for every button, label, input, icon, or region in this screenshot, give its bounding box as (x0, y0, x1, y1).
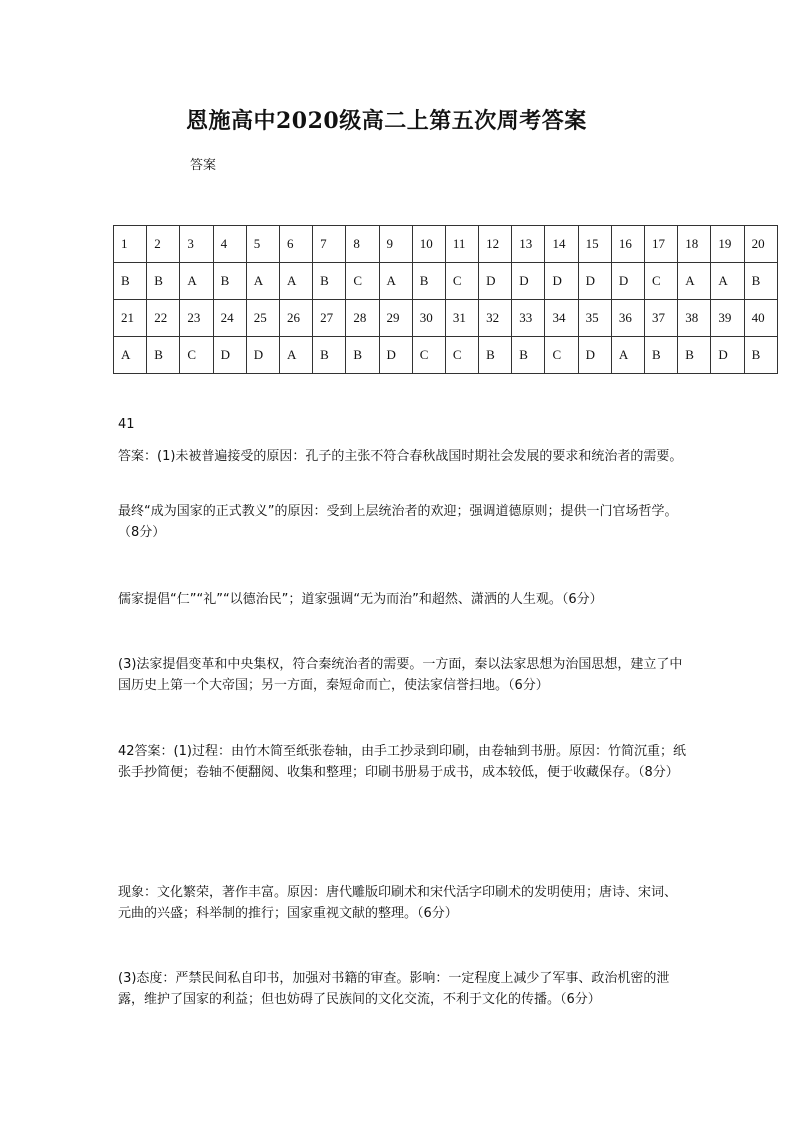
question-number-cell: 21 (114, 300, 147, 337)
answer-cell: D (545, 263, 578, 300)
q41-answer-4: (3)法家提倡变革和中央集权，符合秦统治者的需要。一方面，秦以法家思想为治国思想，建立了中国历史上第一个大帝国；另一方面，秦短命而亡，使法家信誉扫地。（6分） (118, 657, 683, 693)
question-number-cell: 4 (213, 226, 246, 263)
q41-answer-1: 答案：(1)未被普遍接受的原因：孔子的主张不符合春秋战国时期社会发展的要求和统治者的需要。 (118, 449, 683, 464)
answer-cell: B (744, 337, 777, 374)
question-number-cell: 23 (180, 300, 213, 337)
answer-row (114, 263, 778, 300)
question-number-cell: 5 (246, 226, 279, 263)
answer-cell: C (445, 263, 478, 300)
question-number-cell: 24 (213, 300, 246, 337)
q41-answer-3: 儒家提倡“仁”“礼”“以德治民”；道家强调“无为而治”和超然、潇洒的人生观。（6分） (118, 592, 603, 607)
answer-cell: A (279, 263, 312, 300)
question-number-cell: 15 (578, 226, 611, 263)
question-number-cell: 18 (678, 226, 711, 263)
question-number-cell: 1 (114, 226, 147, 263)
question-number-cell: 38 (678, 300, 711, 337)
answer-cell: A (678, 263, 711, 300)
question-number-cell: 9 (379, 226, 412, 263)
answer-cell: D (512, 263, 545, 300)
answer-cell: A (611, 337, 644, 374)
answer-cell: C (346, 263, 379, 300)
question-number-cell: 2 (147, 226, 180, 263)
question-number-cell: 13 (512, 226, 545, 263)
question-number-cell: 22 (147, 300, 180, 337)
page-title: 恩施高中2020级高二上第五次周考答案 (186, 108, 587, 134)
subtitle: 答案 (190, 158, 217, 173)
question-number-row (114, 226, 778, 263)
question-number-cell: 12 (479, 226, 512, 263)
question-number-cell: 31 (445, 300, 478, 337)
answer-table (113, 225, 778, 374)
question-number-cell: 39 (711, 300, 744, 337)
question-number-cell: 10 (412, 226, 445, 263)
answer-cell: D (213, 337, 246, 374)
question-number-cell: 35 (578, 300, 611, 337)
answer-cell: B (412, 263, 445, 300)
answer-cell: D (578, 337, 611, 374)
answer-cell: D (711, 337, 744, 374)
answer-cell: B (512, 337, 545, 374)
answer-cell: A (711, 263, 744, 300)
question-number-cell: 8 (346, 226, 379, 263)
question-number-cell: 14 (545, 226, 578, 263)
question-number-cell: 34 (545, 300, 578, 337)
question-number-cell: 29 (379, 300, 412, 337)
answer-cell: D (479, 263, 512, 300)
question-number-cell: 20 (744, 226, 777, 263)
answer-cell: B (213, 263, 246, 300)
answer-cell: A (180, 263, 213, 300)
question-number-cell: 27 (313, 300, 346, 337)
question-number-cell: 26 (279, 300, 312, 337)
answer-cell: A (279, 337, 312, 374)
question-number-cell: 11 (445, 226, 478, 263)
question-number-cell: 32 (479, 300, 512, 337)
question-number-cell: 28 (346, 300, 379, 337)
q42-answer-1: 42答案：(1)过程：由竹木简至纸张卷轴，由手工抄录到印刷，由卷轴到书册。原因：竹简沉重；纸张手抄简便；卷轴不便翻阅、收集和整理；印刷书册易于成书，成本较低，便于收藏保存。（8分） (118, 744, 686, 780)
answer-cell: A (379, 263, 412, 300)
answer-cell: D (379, 337, 412, 374)
answer-cell: B (346, 337, 379, 374)
answer-cell: D (246, 337, 279, 374)
answer-cell: C (445, 337, 478, 374)
answer-cell: A (114, 337, 147, 374)
answer-cell: B (479, 337, 512, 374)
question-number-cell: 30 (412, 300, 445, 337)
answer-row (114, 337, 778, 374)
answer-cell: B (313, 337, 346, 374)
answer-cell: B (147, 337, 180, 374)
q41-number: 41 (118, 417, 135, 432)
question-number-cell: 7 (313, 226, 346, 263)
question-number-cell: 19 (711, 226, 744, 263)
answer-cell: B (313, 263, 346, 300)
answer-cell: A (246, 263, 279, 300)
q41-answer-2: 最终“成为国家的正式教义”的原因：受到上层统治者的欢迎；强调道德原则；提供一门官场哲学。（8分） (118, 504, 678, 540)
answer-cell: C (180, 337, 213, 374)
question-number-cell: 17 (645, 226, 678, 263)
answer-cell: C (412, 337, 445, 374)
question-number-row (114, 300, 778, 337)
answer-cell: B (678, 337, 711, 374)
question-number-cell: 16 (611, 226, 644, 263)
question-number-cell: 40 (744, 300, 777, 337)
answer-cell: C (545, 337, 578, 374)
answer-cell: B (114, 263, 147, 300)
answer-cell: D (578, 263, 611, 300)
answer-cell: D (611, 263, 644, 300)
question-number-cell: 3 (180, 226, 213, 263)
answer-cell: B (645, 337, 678, 374)
answer-cell: B (147, 263, 180, 300)
answer-cell: C (645, 263, 678, 300)
q42-answer-2: 现象：文化繁荣，著作丰富。原因：唐代雕版印刷术和宋代活字印刷术的发明使用；唐诗、宋词、元曲的兴盛；科举制的推行；国家重视文献的整理。（6分） (118, 885, 678, 921)
question-number-cell: 6 (279, 226, 312, 263)
question-number-cell: 33 (512, 300, 545, 337)
question-number-cell: 36 (611, 300, 644, 337)
question-number-cell: 25 (246, 300, 279, 337)
question-number-cell: 37 (645, 300, 678, 337)
q42-answer-3: (3)态度：严禁民间私自印书，加强对书籍的审查。影响：一定程度上减少了军事、政治机密的泄露，维护了国家的利益；但也妨碍了民族间的文化交流，不利于文化的传播。（6分） (118, 971, 670, 1007)
answer-cell: B (744, 263, 777, 300)
